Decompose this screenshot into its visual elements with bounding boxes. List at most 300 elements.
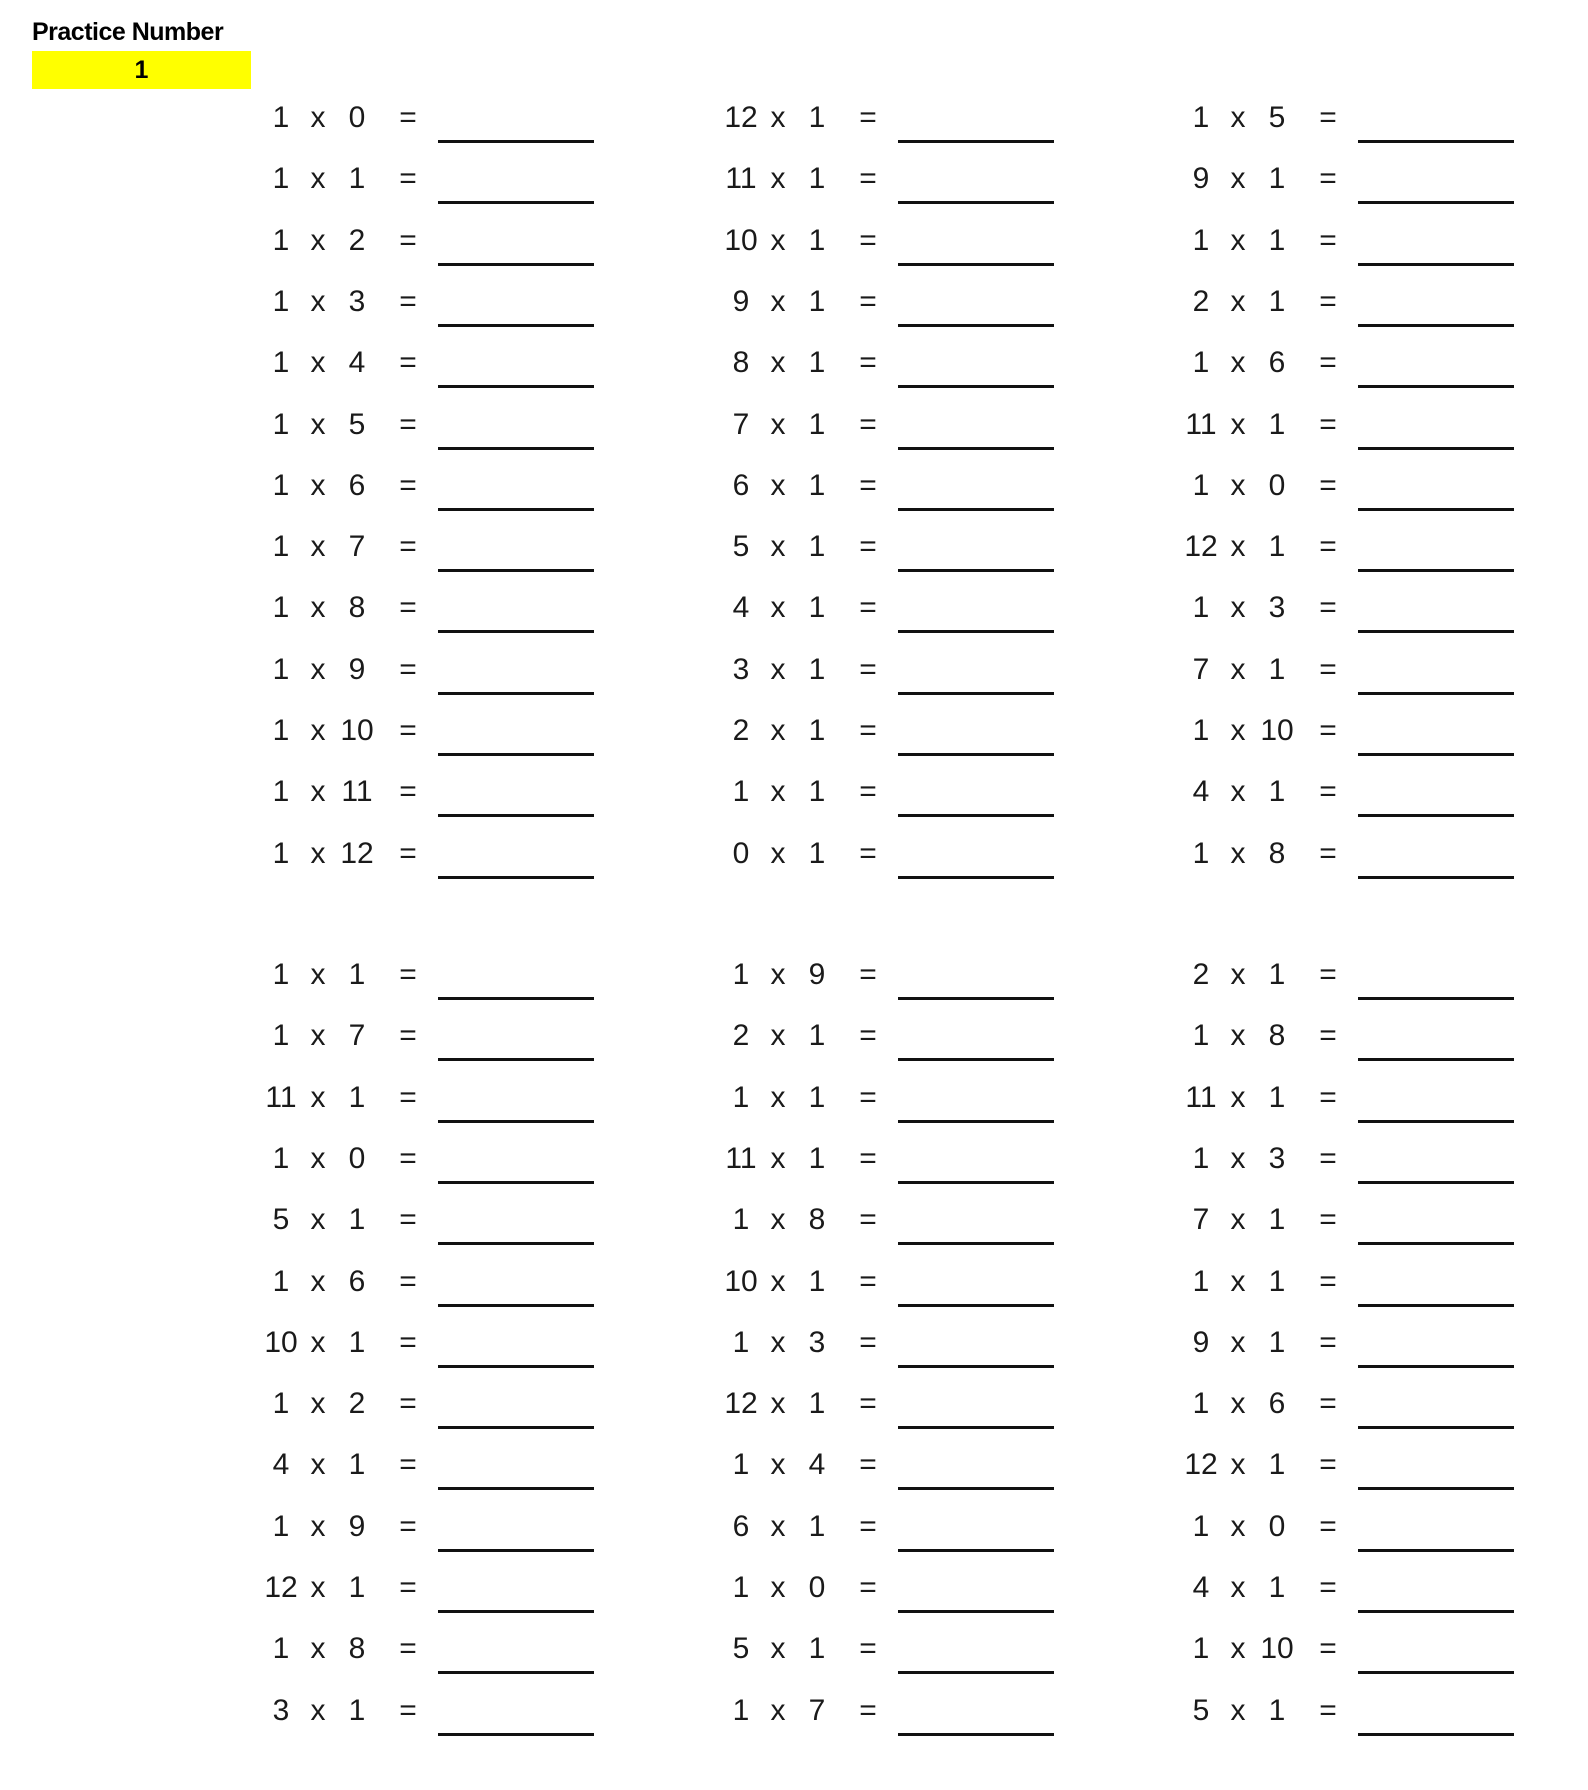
multiply-sign: x [770,837,786,870]
second-factor: 6 [348,1265,366,1298]
equals-sign: = [859,775,877,808]
first-factor: 6 [732,1510,750,1543]
first-factor: 3 [272,1694,290,1727]
second-factor: 1 [348,1203,366,1236]
answer-blank[interactable] [898,1426,1054,1429]
answer-blank[interactable] [1358,263,1514,266]
first-factor: 7 [732,408,750,441]
equals-sign: = [1319,1632,1337,1665]
first-factor: 9 [1192,1326,1210,1359]
second-factor: 8 [1268,1019,1286,1052]
equals-sign: = [859,1081,877,1114]
problem-column [718,955,1078,1752]
answer-blank[interactable] [1358,1058,1514,1061]
equals-sign: = [859,591,877,624]
second-factor: 1 [808,1019,826,1052]
second-factor: 1 [348,1326,366,1359]
answer-blank[interactable] [438,876,594,879]
first-factor: 1 [1192,224,1210,257]
answer-blank[interactable] [438,140,594,143]
equals-sign: = [859,285,877,318]
answer-blank[interactable] [438,1549,594,1552]
multiply-sign: x [770,591,786,624]
multiply-sign: x [770,530,786,563]
first-factor: 1 [1192,1265,1210,1298]
equals-sign: = [1319,1081,1337,1114]
problem-row [1178,772,1538,833]
second-factor: 1 [808,837,826,870]
second-factor: 1 [808,469,826,502]
problem-row [258,711,618,772]
equals-sign: = [1319,1265,1337,1298]
multiply-sign: x [310,958,326,991]
equals-sign: = [1319,591,1337,624]
multiply-sign: x [310,285,326,318]
problem-row [1178,1262,1538,1323]
equals-sign: = [399,653,417,686]
answer-blank[interactable] [1358,1487,1514,1490]
multiply-sign: x [1230,101,1246,134]
first-factor: 1 [272,837,290,870]
answer-blank[interactable] [898,324,1054,327]
answer-blank[interactable] [1358,630,1514,633]
answer-blank[interactable] [438,1487,594,1490]
second-factor: 1 [1268,653,1286,686]
multiply-sign: x [770,285,786,318]
problem-row [718,955,1078,1016]
first-factor: 1 [272,224,290,257]
problem-row [718,1568,1078,1629]
first-factor: 10 [724,224,758,257]
second-factor: 1 [1268,1265,1286,1298]
problem-column [258,955,618,1752]
multiply-sign: x [770,958,786,991]
second-factor: 2 [348,1387,366,1420]
second-factor: 0 [348,101,366,134]
multiply-sign: x [770,346,786,379]
answer-blank[interactable] [438,508,594,511]
answer-blank[interactable] [898,1610,1054,1613]
first-factor: 1 [272,1019,290,1052]
first-factor: 1 [1192,101,1210,134]
answer-blank[interactable] [1358,876,1514,879]
answer-blank[interactable] [898,385,1054,388]
equals-sign: = [859,1387,877,1420]
problem-row [718,98,1078,159]
first-factor: 1 [1192,346,1210,379]
equals-sign: = [1319,1510,1337,1543]
equals-sign: = [399,1019,417,1052]
first-factor: 9 [1192,162,1210,195]
first-factor: 1 [272,958,290,991]
answer-blank[interactable] [438,1058,594,1061]
problem-row [258,1445,618,1506]
problem-row [258,1691,618,1752]
first-factor: 5 [732,530,750,563]
answer-blank[interactable] [1358,1671,1514,1674]
multiply-sign: x [310,101,326,134]
first-factor: 12 [1184,530,1218,563]
multiply-sign: x [1230,714,1246,747]
answer-blank[interactable] [898,997,1054,1000]
problem-row [718,221,1078,282]
problem-row [258,650,618,711]
problem-row [718,1445,1078,1506]
second-factor: 1 [348,1694,366,1727]
first-factor: 10 [724,1265,758,1298]
second-factor: 1 [808,1265,826,1298]
equals-sign: = [859,101,877,134]
equals-sign: = [1319,285,1337,318]
equals-sign: = [1319,1203,1337,1236]
answer-blank[interactable] [1358,447,1514,450]
answer-blank[interactable] [1358,385,1514,388]
first-factor: 8 [732,346,750,379]
problem-row [258,405,618,466]
answer-blank[interactable] [898,814,1054,817]
answer-blank[interactable] [898,630,1054,633]
first-factor: 1 [272,591,290,624]
first-factor: 7 [1192,653,1210,686]
multiply-sign: x [1230,469,1246,502]
problem-column [718,98,1078,895]
second-factor: 8 [348,591,366,624]
equals-sign: = [399,408,417,441]
problem-row [258,1016,618,1077]
multiply-sign: x [310,224,326,257]
answer-blank[interactable] [898,1304,1054,1307]
first-factor: 9 [732,285,750,318]
answer-blank[interactable] [438,263,594,266]
second-factor: 7 [348,530,366,563]
answer-blank[interactable] [1358,753,1514,756]
equals-sign: = [399,346,417,379]
answer-blank[interactable] [1358,1242,1514,1245]
answer-blank[interactable] [438,201,594,204]
answer-blank[interactable] [898,1120,1054,1123]
answer-blank[interactable] [1358,1120,1514,1123]
answer-blank[interactable] [898,1365,1054,1368]
equals-sign: = [399,1326,417,1359]
equals-sign: = [1319,1387,1337,1420]
multiply-sign: x [310,1203,326,1236]
problem-row [1178,1445,1538,1506]
answer-blank[interactable] [898,1487,1054,1490]
multiply-sign: x [1230,530,1246,563]
problem-row [1178,527,1538,588]
answer-blank[interactable] [898,876,1054,879]
multiply-sign: x [310,1265,326,1298]
equals-sign: = [399,162,417,195]
second-factor: 5 [348,408,366,441]
equals-sign: = [859,162,877,195]
first-factor: 11 [1185,1081,1217,1114]
second-factor: 0 [1268,469,1286,502]
answer-blank[interactable] [1358,508,1514,511]
answer-blank[interactable] [1358,140,1514,143]
problem-row [1178,650,1538,711]
answer-blank[interactable] [1358,324,1514,327]
answer-blank[interactable] [1358,997,1514,1000]
second-factor: 3 [808,1326,826,1359]
problem-row [1178,1384,1538,1445]
first-factor: 10 [264,1326,298,1359]
multiply-sign: x [770,162,786,195]
answer-blank[interactable] [438,324,594,327]
first-factor: 11 [725,162,757,195]
problem-row [718,1200,1078,1261]
second-factor: 6 [1268,1387,1286,1420]
second-factor: 12 [340,837,374,870]
second-factor: 0 [348,1142,366,1175]
answer-blank[interactable] [438,997,594,1000]
first-factor: 1 [272,101,290,134]
problem-row [1178,1691,1538,1752]
problem-row [718,1629,1078,1690]
problem-row [1178,1078,1538,1139]
equals-sign: = [1319,1448,1337,1481]
answer-blank[interactable] [898,201,1054,204]
answer-blank[interactable] [898,140,1054,143]
multiply-sign: x [1230,1510,1246,1543]
first-factor: 1 [272,469,290,502]
answer-blank[interactable] [438,385,594,388]
first-factor: 1 [272,1387,290,1420]
answer-blank[interactable] [438,569,594,572]
second-factor: 6 [1268,346,1286,379]
answer-blank[interactable] [898,1671,1054,1674]
second-factor: 10 [1260,1632,1294,1665]
problem-row [1178,1016,1538,1077]
problem-row [718,527,1078,588]
first-factor: 11 [265,1081,297,1114]
equals-sign: = [1319,346,1337,379]
multiply-sign: x [310,837,326,870]
first-factor: 4 [1192,1571,1210,1604]
second-factor: 1 [1268,1081,1286,1114]
multiply-sign: x [1230,653,1246,686]
multiply-sign: x [1230,775,1246,808]
second-factor: 10 [1260,714,1294,747]
first-factor: 6 [732,469,750,502]
answer-blank[interactable] [438,1671,594,1674]
answer-blank[interactable] [898,692,1054,695]
equals-sign: = [859,1448,877,1481]
problem-row [1178,1507,1538,1568]
multiply-sign: x [310,1081,326,1114]
second-factor: 1 [808,1142,826,1175]
answer-blank[interactable] [1358,1426,1514,1429]
first-factor: 1 [272,1510,290,1543]
first-factor: 1 [1192,469,1210,502]
second-factor: 9 [808,958,826,991]
first-factor: 1 [1192,591,1210,624]
multiply-sign: x [310,162,326,195]
equals-sign: = [859,1265,877,1298]
first-factor: 1 [1192,1632,1210,1665]
answer-blank[interactable] [438,1426,594,1429]
first-factor: 1 [272,162,290,195]
second-factor: 6 [348,469,366,502]
equals-sign: = [399,1694,417,1727]
problem-row [258,1629,618,1690]
practice-number-value: 1 [32,51,251,89]
multiply-sign: x [770,1081,786,1114]
equals-sign: = [859,408,877,441]
answer-blank[interactable] [1358,1181,1514,1184]
problem-row [718,772,1078,833]
multiply-sign: x [770,1326,786,1359]
second-factor: 11 [341,775,373,808]
answer-blank[interactable] [898,263,1054,266]
first-factor: 2 [732,714,750,747]
multiply-sign: x [310,1632,326,1665]
answer-blank[interactable] [898,447,1054,450]
multiply-sign: x [310,1571,326,1604]
multiply-sign: x [1230,1448,1246,1481]
second-factor: 1 [808,346,826,379]
answer-blank[interactable] [898,569,1054,572]
answer-blank[interactable] [438,814,594,817]
equals-sign: = [859,1142,877,1175]
equals-sign: = [399,591,417,624]
second-factor: 1 [1268,1571,1286,1604]
problem-row [718,1078,1078,1139]
equals-sign: = [399,1387,417,1420]
multiply-sign: x [310,775,326,808]
answer-blank[interactable] [898,1242,1054,1245]
problem-column [1178,98,1538,895]
answer-blank[interactable] [1358,1610,1514,1613]
answer-blank[interactable] [1358,1549,1514,1552]
answer-blank[interactable] [898,753,1054,756]
second-factor: 4 [348,346,366,379]
answer-blank[interactable] [438,692,594,695]
first-factor: 12 [724,1387,758,1420]
multiply-sign: x [1230,285,1246,318]
first-factor: 1 [272,346,290,379]
answer-blank[interactable] [1358,692,1514,695]
answer-blank[interactable] [438,1120,594,1123]
multiply-sign: x [770,224,786,257]
answer-blank[interactable] [438,630,594,633]
equals-sign: = [399,101,417,134]
problem-row [1178,159,1538,220]
answer-blank[interactable] [1358,201,1514,204]
first-factor: 1 [1192,1142,1210,1175]
answer-blank[interactable] [898,508,1054,511]
answer-blank[interactable] [438,1365,594,1368]
first-factor: 1 [732,1203,750,1236]
answer-blank[interactable] [898,1181,1054,1184]
equals-sign: = [859,346,877,379]
equals-sign: = [859,530,877,563]
second-factor: 10 [340,714,374,747]
answer-blank[interactable] [1358,1365,1514,1368]
equals-sign: = [1319,530,1337,563]
multiply-sign: x [770,1387,786,1420]
problem-row [718,1384,1078,1445]
problem-column [1178,955,1538,1752]
first-factor: 1 [272,530,290,563]
answer-blank[interactable] [438,447,594,450]
second-factor: 1 [1268,408,1286,441]
second-factor: 1 [1268,1203,1286,1236]
answer-blank[interactable] [438,1304,594,1307]
equals-sign: = [1319,714,1337,747]
multiply-sign: x [1230,837,1246,870]
equals-sign: = [859,1203,877,1236]
first-factor: 1 [732,1694,750,1727]
equals-sign: = [399,530,417,563]
multiply-sign: x [310,591,326,624]
equals-sign: = [399,1448,417,1481]
answer-blank[interactable] [1358,1733,1514,1736]
multiply-sign: x [310,1694,326,1727]
answer-blank[interactable] [1358,1304,1514,1307]
answer-blank[interactable] [438,1733,594,1736]
answer-blank[interactable] [438,1610,594,1613]
second-factor: 1 [1268,775,1286,808]
multiply-sign: x [770,408,786,441]
problem-row [258,1568,618,1629]
second-factor: 1 [808,408,826,441]
problem-row [718,1323,1078,1384]
answer-blank[interactable] [438,1181,594,1184]
equals-sign: = [399,1081,417,1114]
multiply-sign: x [770,1632,786,1665]
answer-blank[interactable] [438,753,594,756]
second-factor: 9 [348,653,366,686]
problem-row [1178,1568,1538,1629]
problem-column [258,98,618,895]
second-factor: 7 [348,1019,366,1052]
equals-sign: = [399,1203,417,1236]
second-factor: 1 [348,958,366,991]
multiply-sign: x [310,1510,326,1543]
multiply-sign: x [770,1694,786,1727]
problem-row [1178,343,1538,404]
answer-blank[interactable] [898,1549,1054,1552]
problem-row [258,282,618,343]
first-factor: 1 [272,408,290,441]
second-factor: 1 [808,162,826,195]
second-factor: 1 [808,1632,826,1665]
multiply-sign: x [770,469,786,502]
answer-blank[interactable] [898,1733,1054,1736]
first-factor: 5 [732,1632,750,1665]
first-factor: 3 [732,653,750,686]
answer-blank[interactable] [438,1242,594,1245]
first-factor: 11 [1185,408,1217,441]
problem-row [1178,1629,1538,1690]
first-factor: 1 [272,1265,290,1298]
problem-row [1178,834,1538,895]
second-factor: 1 [1268,1448,1286,1481]
answer-blank[interactable] [898,1058,1054,1061]
first-factor: 1 [272,1632,290,1665]
second-factor: 1 [808,775,826,808]
answer-blank[interactable] [1358,569,1514,572]
first-factor: 12 [264,1571,298,1604]
multiply-sign: x [1230,1265,1246,1298]
answer-blank[interactable] [1358,814,1514,817]
problem-row [718,282,1078,343]
problem-row [258,772,618,833]
equals-sign: = [859,1510,877,1543]
equals-sign: = [859,469,877,502]
problem-row [1178,221,1538,282]
